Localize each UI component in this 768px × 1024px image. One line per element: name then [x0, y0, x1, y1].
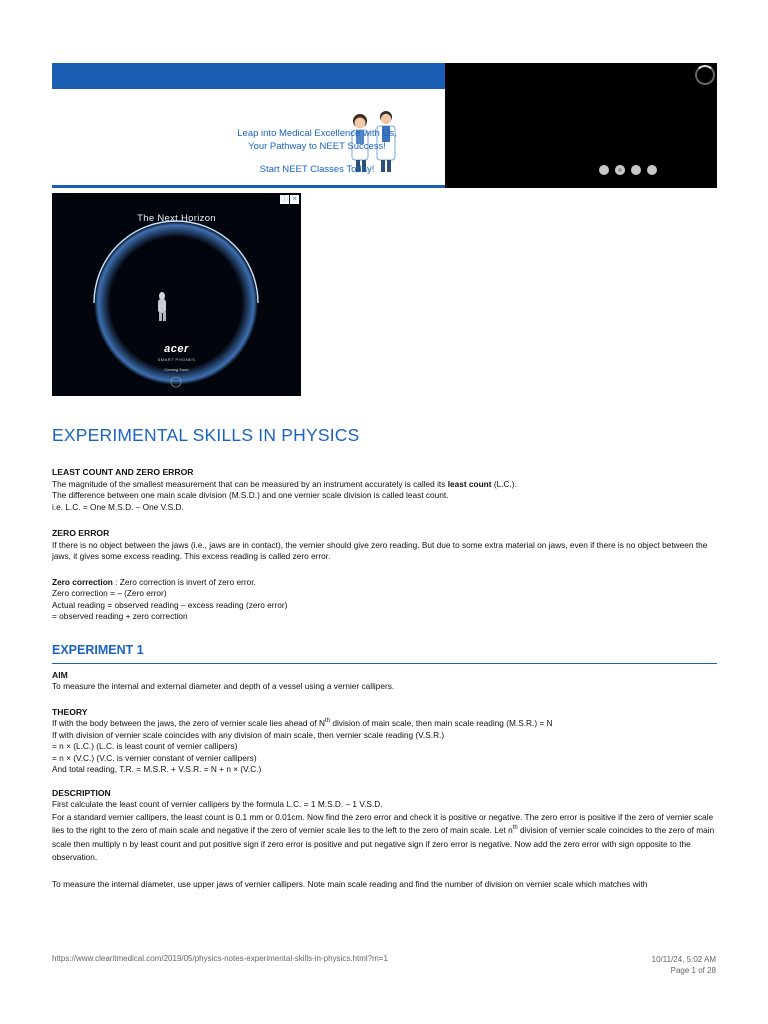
aim-heading: AIM: [52, 669, 68, 680]
theory-heading: THEORY: [52, 706, 88, 717]
description-heading: DESCRIPTION: [52, 787, 111, 798]
least-count-definition: The magnitude of the smallest measurement that can be measured by an instrument accurately is called its least count (L.C.).: [52, 478, 517, 489]
banner-cta[interactable]: Start NEET Classes Today!: [259, 164, 375, 175]
zero-correction-definition: Zero correction : Zero correction is invert of zero error.: [52, 576, 256, 587]
actual-reading-formula: Actual reading = observed reading – excess reading (zero error): [52, 599, 288, 610]
adchoices-icon[interactable]: ⓘ: [281, 196, 288, 203]
banner-text: [202, 127, 432, 176]
carousel-dot[interactable]: [647, 165, 657, 175]
banner-bottom-bar: [52, 185, 445, 188]
loading-spinner-icon: [695, 65, 715, 85]
banner-line-1: Leap into Medical Excellence with Us,: [237, 128, 397, 139]
carousel-dot-active[interactable]: [615, 165, 625, 175]
section-heading-least-count: LEAST COUNT AND ZERO ERROR: [52, 467, 194, 477]
theory-line-5: And total reading, T.R. = M.S.R. + V.S.R. = N + n × (V.C.): [52, 764, 262, 774]
ad-brand-logo: acer: [164, 343, 189, 355]
footer-url[interactable]: https://www.clearitmedical.com/2019/05/physics-notes-experimental-skills-in-physics.html?m=1: [52, 954, 388, 963]
neet-banner[interactable]: [52, 63, 445, 188]
description-line-1: First calculate the least count of vernier callipers by the formula L.C. = 1 M.S.D. – 1 V.S.D.: [52, 799, 383, 809]
zero-error-paragraph: If there is no object between the jaws (i.e., jaws are in contact), the vernier should give zero reading. But due to some extra material on jaws, even if there is no object between the jaws, it gives some excess reading. This excess reading is called zero error.: [52, 539, 708, 561]
carousel-dot[interactable]: [599, 165, 609, 175]
carousel-dots: [599, 165, 657, 175]
least-count-formula: i.e. L.C. = One M.S.D. – One V.S.D.: [52, 501, 184, 512]
adchoices-badge[interactable]: [280, 195, 299, 204]
acer-ad[interactable]: [52, 193, 301, 396]
observed-reading-formula: = observed reading + zero correction: [52, 611, 188, 621]
experiment-1-heading: EXPERIMENT 1: [52, 642, 717, 664]
theory-line-3: = n × (L.C.) (L.C. is least count of vernier callipers): [52, 741, 238, 751]
footer-page-number: Page 1 of 28: [670, 966, 716, 975]
ad-subtitle: SMART PHONES: [157, 357, 196, 362]
least-count-difference: The difference between one main scale division (M.S.D.) and one vernier scale division is called least count.: [52, 490, 449, 500]
section-heading-zero-error: ZERO ERROR: [52, 528, 110, 538]
carousel-dot[interactable]: [631, 165, 641, 175]
article-body: [52, 424, 717, 890]
aim-text: To measure the internal and external diameter and depth of a vessel using a vernier callipers.: [52, 681, 395, 691]
description-paragraph: For a standard vernier callipers, the least count is 0.1 mm or 0.01cm. Now find the zero error and check it is positive or negative. The zero error is positive if the zero of vernier scale lies to the right to the zero of main scale and negative if the zero of vernier scale lies to the left to the zero of main scale. Let $n^{th}$ division of vernier scale coincides to the zero of main scale then multiply n by least count and put positive sign if zero error is positive and put negative sign if zero error is negative. Now add the zero error with sign opposite to the observation.: [52, 811, 715, 862]
footer-meta: [652, 954, 716, 976]
theory-line-2: If with division of vernier scale coincides with any division of main scale, then vernier scale reading (V.S.R.): [52, 729, 445, 740]
internal-diameter-paragraph: To measure the internal diameter, use upper jaws of vernier callipers. Note main scale reading and find the number of division on vernier scale which matches with: [52, 878, 648, 889]
close-icon[interactable]: ✕: [291, 196, 298, 203]
carousel-panel[interactable]: [445, 63, 717, 188]
ad-coming-soon: Coming Soon: [164, 367, 189, 372]
banner-line-2: Your Pathway to NEET Success!: [248, 141, 386, 152]
page-title: EXPERIMENTAL SKILLS IN PHYSICS: [52, 425, 360, 445]
theory-line-4: = n × (V.C.) (V.C. is vernier constant of vernier callipers): [52, 752, 257, 763]
ad-title: The Next Horizon: [137, 213, 216, 224]
footer-datetime: 10/11/24, 5:02 AM: [651, 955, 716, 964]
theory-line-1: If with the body between the jaws, the zero of vernier scale lies ahead of $N^{th}$ division of main scale, then main scale reading (M.S.R.) = N: [52, 718, 553, 728]
zero-correction-formula: Zero correction = – (Zero error): [52, 588, 167, 598]
banner-top-bar: [52, 63, 445, 89]
